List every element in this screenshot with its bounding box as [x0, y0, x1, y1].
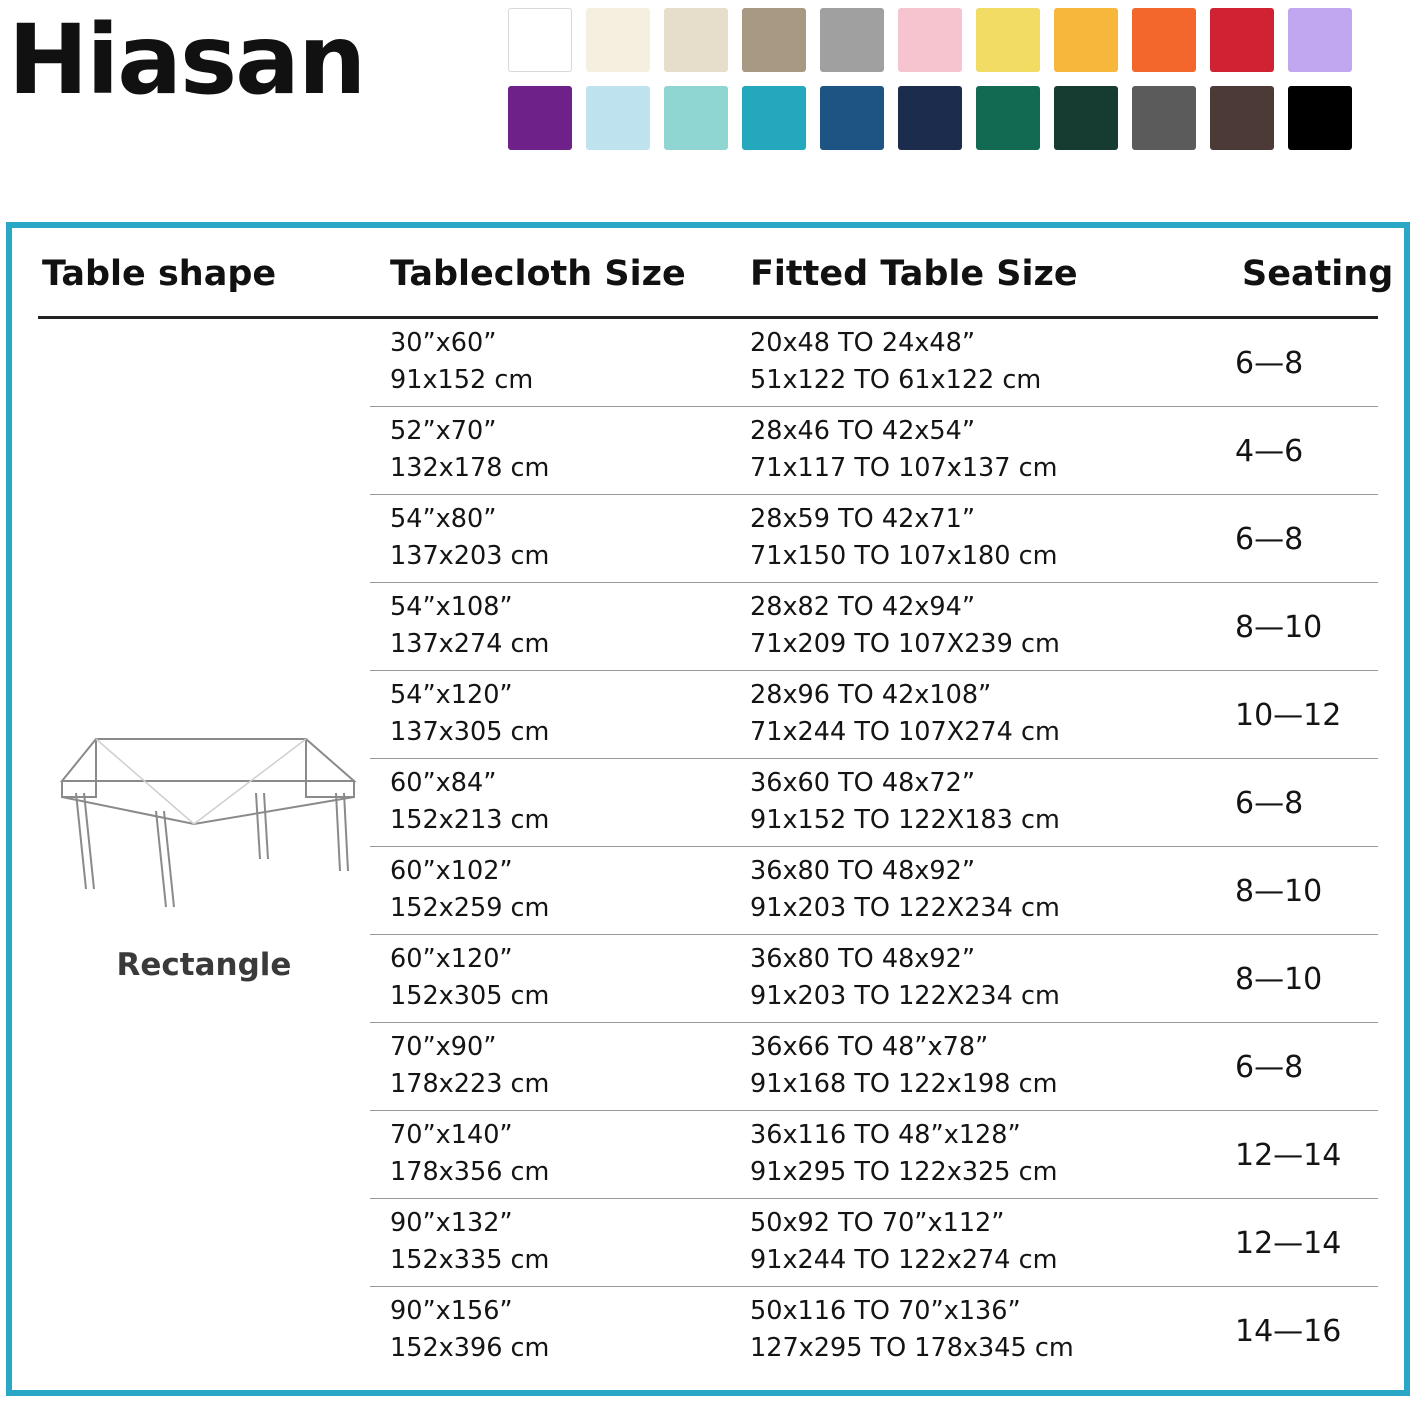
- cell-tablecloth-size: [390, 325, 533, 399]
- color-swatch-dark-brown[interactable]: [1210, 86, 1274, 150]
- table-row: [370, 319, 1378, 407]
- cell-fitted-table-size: [750, 589, 1060, 663]
- cloth-size-inches: 60”x120”: [390, 944, 513, 974]
- page-header: [0, 0, 1417, 200]
- fitted-size-inches: 28x82 TO 42x94”: [750, 592, 976, 622]
- fitted-size-inches: 36x116 TO 48”x128”: [750, 1120, 1021, 1150]
- cloth-size-cm: 137x274 cm: [390, 629, 550, 659]
- cloth-size-cm: 178x223 cm: [390, 1069, 550, 1099]
- cloth-size-cm: 152x335 cm: [390, 1245, 550, 1275]
- color-swatch-teal[interactable]: [742, 86, 806, 150]
- cell-fitted-table-size: [750, 765, 1060, 839]
- cloth-size-cm: 152x396 cm: [390, 1333, 550, 1363]
- cell-tablecloth-size: [390, 501, 549, 575]
- color-swatch-lavender[interactable]: [1288, 8, 1352, 72]
- cell-seating: 8—10: [1235, 609, 1323, 645]
- fitted-size-cm: 91x168 TO 122x198 cm: [750, 1069, 1058, 1099]
- table-row: [370, 1199, 1378, 1287]
- cell-fitted-table-size: [750, 677, 1060, 751]
- cell-seating: 6—8: [1235, 785, 1304, 821]
- fitted-size-cm: 71x150 TO 107x180 cm: [750, 541, 1058, 571]
- cell-tablecloth-size: [390, 1117, 549, 1191]
- table-row: [370, 1023, 1378, 1111]
- cell-seating: 4—6: [1235, 433, 1304, 469]
- color-swatch-grey[interactable]: [820, 8, 884, 72]
- fitted-size-cm: 91x203 TO 122X234 cm: [750, 981, 1060, 1011]
- cell-seating: 6—8: [1235, 345, 1304, 381]
- table-shape-label: Rectangle: [116, 947, 292, 983]
- cell-tablecloth-size: [390, 765, 549, 839]
- color-swatch-steel-blue[interactable]: [820, 86, 884, 150]
- table-row: [370, 583, 1378, 671]
- column-header-table-shape: Table shape: [42, 254, 277, 294]
- table-row: [370, 671, 1378, 759]
- cloth-size-cm: 137x203 cm: [390, 541, 550, 571]
- color-swatch-ivory[interactable]: [586, 8, 650, 72]
- cell-fitted-table-size: [750, 1029, 1057, 1103]
- color-swatch-emerald[interactable]: [976, 86, 1040, 150]
- fitted-size-cm: 91x295 TO 122x325 cm: [750, 1157, 1058, 1187]
- color-swatch-purple[interactable]: [508, 86, 572, 150]
- cloth-size-cm: 91x152 cm: [390, 365, 534, 395]
- cell-seating: 12—14: [1235, 1225, 1342, 1261]
- cell-seating: 6—8: [1235, 1049, 1304, 1085]
- cloth-size-cm: 152x305 cm: [390, 981, 550, 1011]
- fitted-size-inches: 36x60 TO 48x72”: [750, 768, 976, 798]
- cloth-size-cm: 137x305 cm: [390, 717, 550, 747]
- color-swatch-dark-green[interactable]: [1054, 86, 1118, 150]
- fitted-size-cm: 91x152 TO 122X183 cm: [750, 805, 1060, 835]
- cloth-size-inches: 52”x70”: [390, 416, 497, 446]
- fitted-size-cm: 51x122 TO 61x122 cm: [750, 365, 1042, 395]
- fitted-size-inches: 36x80 TO 48x92”: [750, 856, 976, 886]
- table-row: [370, 495, 1378, 583]
- fitted-size-inches: 50x92 TO 70”x112”: [750, 1208, 1005, 1238]
- cell-fitted-table-size: [750, 853, 1060, 927]
- color-swatch-orange[interactable]: [1132, 8, 1196, 72]
- cloth-size-cm: 152x259 cm: [390, 893, 550, 923]
- cell-fitted-table-size: [750, 1117, 1057, 1191]
- cell-fitted-table-size: [750, 413, 1057, 487]
- cloth-size-inches: 54”x120”: [390, 680, 513, 710]
- column-header-fitted-table-size: Fitted Table Size: [750, 254, 1078, 294]
- cell-seating: 14—16: [1235, 1313, 1342, 1349]
- fitted-size-cm: 91x203 TO 122X234 cm: [750, 893, 1060, 923]
- table-row: [370, 1287, 1378, 1375]
- cell-fitted-table-size: [750, 941, 1060, 1015]
- rectangle-table-illustration: [44, 719, 364, 919]
- color-swatch-row-1: [508, 8, 1352, 72]
- cell-seating: 8—10: [1235, 873, 1323, 909]
- color-swatch-black[interactable]: [1288, 86, 1352, 150]
- fitted-size-inches: 20x48 TO 24x48”: [750, 328, 976, 358]
- cell-tablecloth-size: [390, 413, 549, 487]
- fitted-size-cm: 71x209 TO 107X239 cm: [750, 629, 1060, 659]
- color-swatch-beige[interactable]: [664, 8, 728, 72]
- cloth-size-inches: 70”x90”: [390, 1032, 497, 1062]
- cloth-size-inches: 90”x156”: [390, 1296, 513, 1326]
- table-row: [370, 935, 1378, 1023]
- cell-tablecloth-size: [390, 1205, 549, 1279]
- color-swatch-row-2: [508, 86, 1352, 150]
- fitted-size-inches: 36x66 TO 48”x78”: [750, 1032, 989, 1062]
- cell-fitted-table-size: [750, 1293, 1074, 1367]
- cell-tablecloth-size: [390, 941, 549, 1015]
- fitted-size-inches: 50x116 TO 70”x136”: [750, 1296, 1021, 1326]
- color-swatch-navy[interactable]: [898, 86, 962, 150]
- cell-tablecloth-size: [390, 1293, 549, 1367]
- color-swatch-light-blue[interactable]: [586, 86, 650, 150]
- cell-tablecloth-size: [390, 589, 549, 663]
- cloth-size-inches: 54”x80”: [390, 504, 497, 534]
- cell-tablecloth-size: [390, 1029, 549, 1103]
- color-swatch-yellow[interactable]: [976, 8, 1040, 72]
- cell-tablecloth-size: [390, 853, 549, 927]
- table-row: [370, 407, 1378, 495]
- fitted-size-inches: 36x80 TO 48x92”: [750, 944, 976, 974]
- table-row: [370, 759, 1378, 847]
- fitted-size-cm: 127x295 TO 178x345 cm: [750, 1333, 1074, 1363]
- cell-tablecloth-size: [390, 677, 549, 751]
- cloth-size-cm: 152x213 cm: [390, 805, 550, 835]
- cloth-size-cm: 132x178 cm: [390, 453, 550, 483]
- cloth-size-inches: 90”x132”: [390, 1208, 513, 1238]
- fitted-size-cm: 91x244 TO 122x274 cm: [750, 1245, 1058, 1275]
- brand-logo: Hiasan: [8, 4, 365, 116]
- color-swatch-charcoal[interactable]: [1132, 86, 1196, 150]
- cell-fitted-table-size: [750, 325, 1041, 399]
- size-chart-panel: [6, 222, 1410, 1396]
- cell-fitted-table-size: [750, 501, 1057, 575]
- cloth-size-cm: 178x356 cm: [390, 1157, 550, 1187]
- cloth-size-inches: 54”x108”: [390, 592, 513, 622]
- cloth-size-inches: 30”x60”: [390, 328, 497, 358]
- column-header-seating: Seating: [1242, 254, 1394, 294]
- cell-seating: 6—8: [1235, 521, 1304, 557]
- fitted-size-inches: 28x96 TO 42x108”: [750, 680, 992, 710]
- cell-seating: 12—14: [1235, 1137, 1342, 1173]
- cell-seating: 10—12: [1235, 697, 1342, 733]
- color-swatch-aqua[interactable]: [664, 86, 728, 150]
- size-rows: [370, 319, 1378, 1375]
- column-header-tablecloth-size: Tablecloth Size: [390, 254, 686, 294]
- cloth-size-inches: 60”x102”: [390, 856, 513, 886]
- cell-fitted-table-size: [750, 1205, 1057, 1279]
- color-swatch-gold[interactable]: [1054, 8, 1118, 72]
- fitted-size-inches: 28x46 TO 42x54”: [750, 416, 976, 446]
- color-swatch-pink[interactable]: [898, 8, 962, 72]
- fitted-size-cm: 71x117 TO 107x137 cm: [750, 453, 1058, 483]
- cloth-size-inches: 70”x140”: [390, 1120, 513, 1150]
- fitted-size-cm: 71x244 TO 107X274 cm: [750, 717, 1060, 747]
- color-swatch-red[interactable]: [1210, 8, 1274, 72]
- color-swatch-grid: [508, 8, 1352, 150]
- cloth-size-inches: 60”x84”: [390, 768, 497, 798]
- color-swatch-taupe[interactable]: [742, 8, 806, 72]
- cell-seating: 8—10: [1235, 961, 1323, 997]
- table-header-row: [38, 254, 1394, 319]
- fitted-size-inches: 28x59 TO 42x71”: [750, 504, 976, 534]
- table-row: [370, 847, 1378, 935]
- table-row: [370, 1111, 1378, 1199]
- color-swatch-white[interactable]: [508, 8, 572, 72]
